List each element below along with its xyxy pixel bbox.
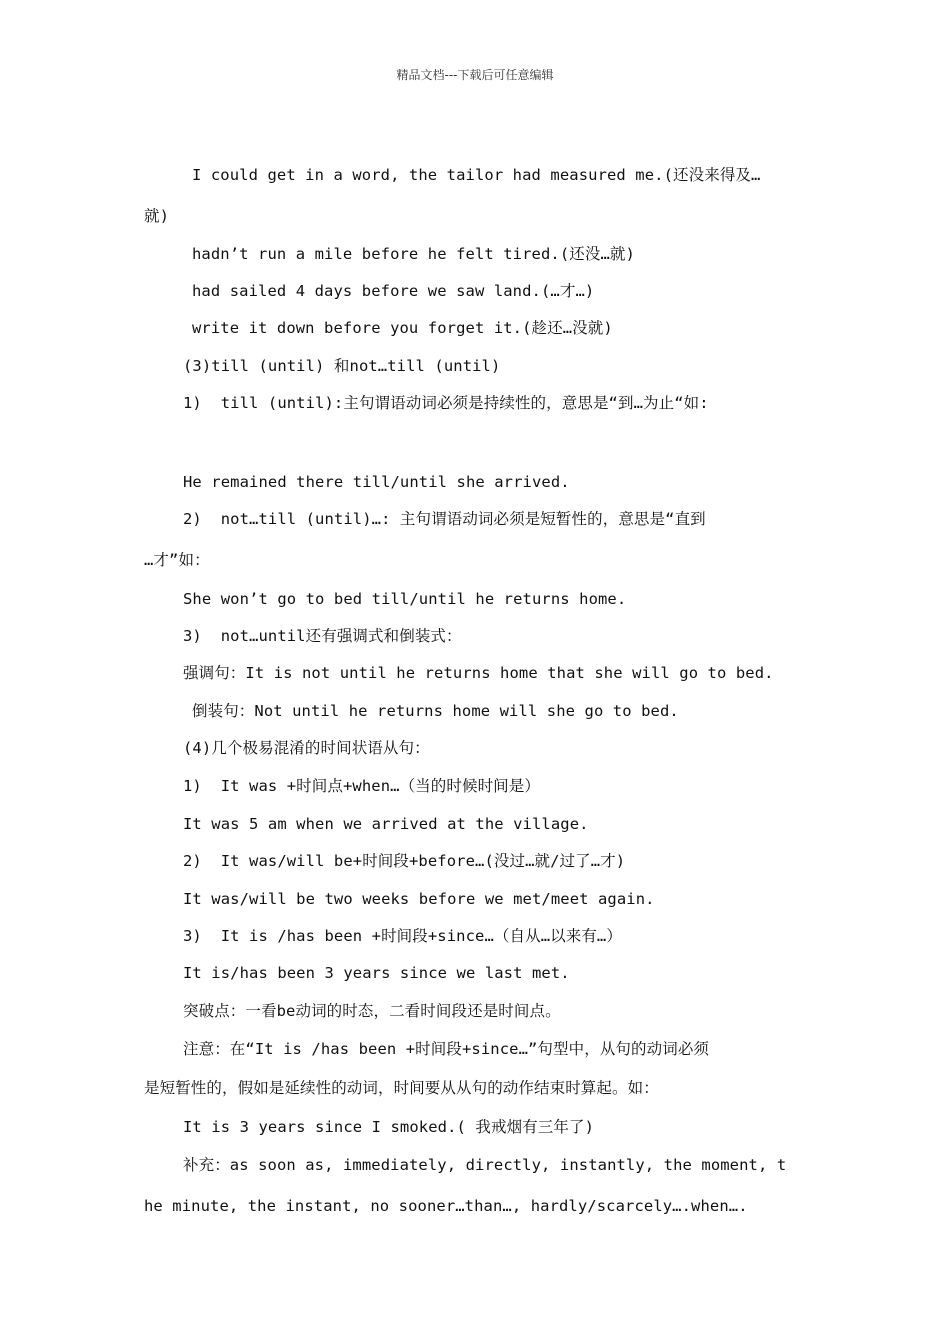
- text-line: 1) It was +时间点+when…（当的时候时间是）: [183, 777, 540, 795]
- text-line: hadn’t run a mile before he felt tired.(还没…就): [192, 245, 635, 263]
- text-line: (4)几个极易混淆的时间状语从句：: [183, 739, 430, 757]
- text-line: 2) not…till (until)…: 主句谓语动词必须是短暂性的，意思是“直到: [183, 510, 706, 528]
- text-line: 3) not…until还有强调式和倒装式：: [183, 627, 462, 645]
- text-line: had sailed 4 days before we saw land.(…才…): [192, 282, 595, 300]
- text-line: 就): [144, 207, 170, 225]
- page-header: 精品文档---下载后可任意编辑: [396, 68, 554, 82]
- text-line: …才”如：: [144, 551, 210, 569]
- text-line: he minute, the instant, no sooner…than…, hardly/scarcely….when….: [144, 1197, 748, 1215]
- text-line: It was/will be two weeks before we met/meet again.: [183, 890, 655, 908]
- text-line: It is 3 years since I smoked.( 我戒烟有三年了): [183, 1118, 595, 1136]
- text-line: (3)till (until) 和not…till (until): [183, 357, 501, 375]
- text-line: I could get in a word, the tailor had measured me.(还没来得及…: [192, 166, 761, 184]
- text-line: 补充：as soon as, immediately, directly, instantly, the moment, t: [183, 1156, 787, 1174]
- text-line: It was 5 am when we arrived at the village.: [183, 815, 589, 833]
- text-line: He remained there till/until she arrived.: [183, 473, 570, 491]
- text-line: 是短暂性的，假如是延续性的动词，时间要从从句的动作结束时算起。如：: [144, 1079, 659, 1097]
- text-line: 注意：在“It is /has been +时间段+since…”句型中，从句的动词必须: [183, 1040, 710, 1058]
- text-line: 突破点：一看be动词的时态，二看时间段还是时间点。: [183, 1002, 561, 1020]
- text-line: She won’t go to bed till/until he returns home.: [183, 590, 627, 608]
- text-line: 倒装句：Not until he returns home will she go to bed.: [192, 702, 679, 720]
- text-line: 1) till (until):主句谓语动词必须是持续性的，意思是“到…为止“如:: [183, 394, 709, 412]
- text-line: write it down before you forget it.(趁还…没就): [192, 319, 613, 337]
- text-line: 3) It is /has been +时间段+since…（自从…以来有…）: [183, 927, 622, 945]
- text-line: 强调句：It is not until he returns home that she will go to bed.: [183, 664, 774, 682]
- text-line: 2) It was/will be+时间段+before…(没过…就/过了…才): [183, 852, 626, 870]
- text-line: It is/has been 3 years since we last met.: [183, 964, 570, 982]
